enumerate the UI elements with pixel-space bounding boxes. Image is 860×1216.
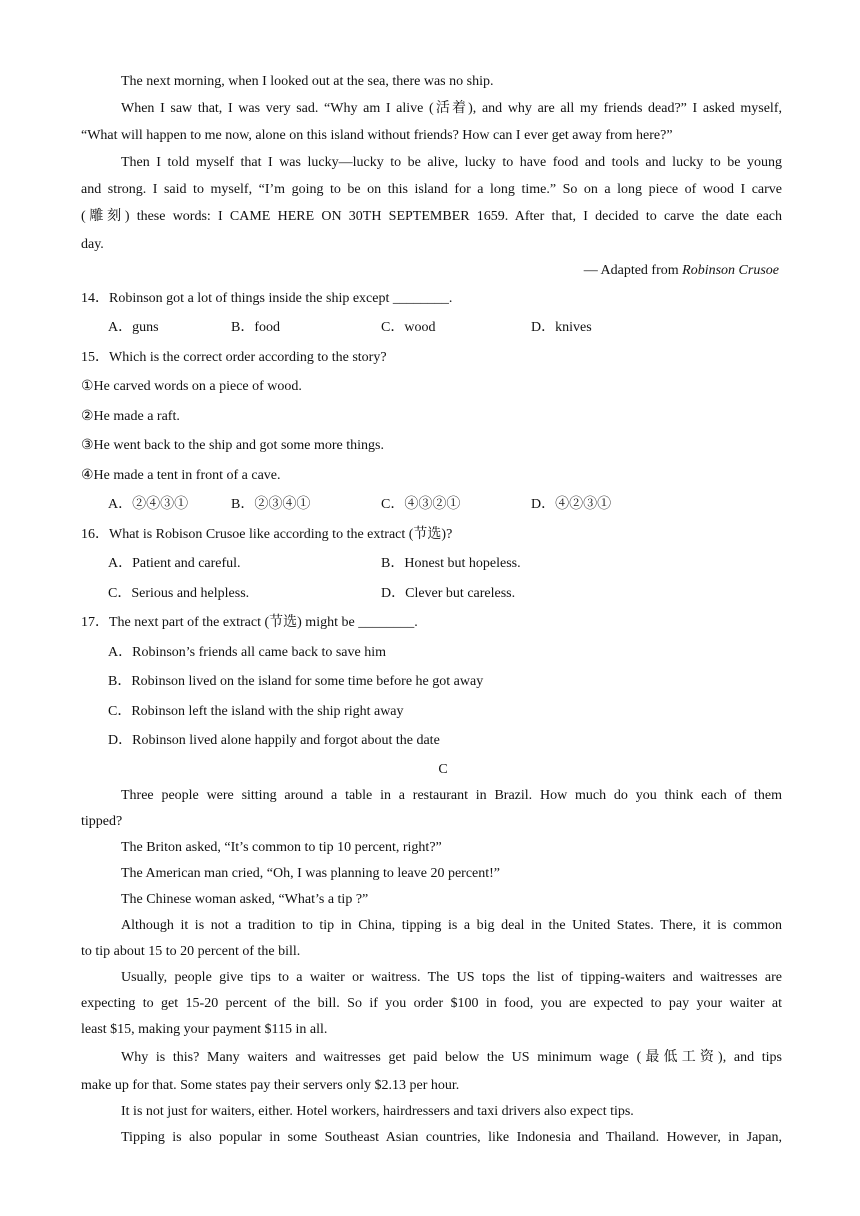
question-16-stem: 16．What is Robison Crusoe like according to the extract (节选)? xyxy=(81,527,453,542)
paragraph-line: make up for that. Some states pay their servers only $2.13 per hour. xyxy=(81,1078,460,1093)
source-attribution xyxy=(584,262,779,280)
q16-option-a: A．Patient and careful. xyxy=(108,556,241,571)
source-prefix: — Adapted from xyxy=(583,263,683,278)
paragraph-line: to tip about 15 to 20 percent of the bill. xyxy=(81,944,301,959)
q15-statement-3: ③He went back to the ship and got some more things. xyxy=(81,438,384,453)
paragraph-line: Usually, people give tips to a waiter or waitress. The US tops the list of tipping-waiters and waitresses are xyxy=(121,970,782,985)
question-15-stem: 15．Which is the correct order according to the story? xyxy=(81,350,387,365)
q14-option-a: A．guns xyxy=(108,320,159,335)
paragraph-line: and strong. I said to myself, “I’m going to be on this island for a long time.” So on a long piece of wood I carve xyxy=(81,182,782,197)
paragraph-line: expecting to get 15-20 percent of the bill. So if you order $100 in food, you are expected to pay your waiter at xyxy=(81,996,782,1011)
q15-statement-1: ①He carved words on a piece of wood. xyxy=(81,379,302,394)
paragraph-line: “What will happen to me now, alone on this island without friends? How can I ever get away from here?” xyxy=(81,128,673,143)
paragraph-line: The next morning, when I looked out at the sea, there was no ship. xyxy=(121,74,494,89)
question-14-stem: 14．Robinson got a lot of things inside the ship except ________. xyxy=(81,291,453,306)
paragraph-line: When I saw that, I was very sad. “Why am I alive (活着), and why are all my friends dead?” I asked myself, xyxy=(121,101,782,116)
q16-option-c: C．Serious and helpless. xyxy=(108,586,250,601)
q15-statement-2: ②He made a raft. xyxy=(81,409,180,424)
q16-option-b: B．Honest but hopeless. xyxy=(381,556,521,571)
paragraph-line: The Briton asked, “It’s common to tip 10 percent, right?” xyxy=(121,840,442,855)
q15-option-b: B．②③④① xyxy=(231,497,311,512)
q14-option-b: B．food xyxy=(231,320,280,335)
paragraph-line: Then I told myself that I was lucky—lucky to be alive, lucky to have food and tools and lucky to be young xyxy=(121,155,782,170)
paragraph-line: tipped? xyxy=(81,814,123,829)
q17-option-a: A．Robinson’s friends all came back to save him xyxy=(108,645,386,660)
q15-statement-4: ④He made a tent in front of a cave. xyxy=(81,468,281,483)
q15-option-c: C．④③②① xyxy=(381,497,461,512)
q15-option-d: D．④②③① xyxy=(531,497,612,512)
paragraph-line: The American man cried, “Oh, I was planning to leave 20 percent!” xyxy=(121,866,501,881)
paragraph-line: Three people were sitting around a table in a restaurant in Brazil. How much do you think each of them xyxy=(121,788,782,803)
source-title: Robinson Crusoe xyxy=(682,263,779,278)
question-17-stem: 17．The next part of the extract (节选) might be ________. xyxy=(81,615,418,630)
paragraph-line: day. xyxy=(81,237,104,252)
q17-option-d: D．Robinson lived alone happily and forgot about the date xyxy=(108,733,440,748)
q17-option-c: C．Robinson left the island with the ship right away xyxy=(108,704,404,719)
q16-option-d: D．Clever but careless. xyxy=(381,586,516,601)
q14-option-d: D．knives xyxy=(531,320,592,335)
q14-option-c: C．wood xyxy=(381,320,436,335)
paragraph-line: The Chinese woman asked, “What’s a tip ?” xyxy=(121,892,369,907)
paragraph-line: least $15, making your payment $115 in all. xyxy=(81,1022,328,1037)
section-heading: C xyxy=(438,762,448,777)
q17-option-b: B．Robinson lived on the island for some time before he got away xyxy=(108,674,484,689)
paragraph-line: It is not just for waiters, either. Hotel workers, hairdressers and taxi drivers also expect tips. xyxy=(121,1104,634,1119)
paragraph-line: Tipping is also popular in some Southeast Asian countries, like Indonesia and Thailand. However, in Japan, xyxy=(121,1130,782,1145)
paragraph-line: (雕刻) these words: I CAME HERE ON 30TH SEPTEMBER 1659. After that, I decided to carve the date each xyxy=(81,209,782,224)
q15-option-a: A．②④③① xyxy=(108,497,189,512)
paragraph-line: Why is this? Many waiters and waitresses get paid below the US minimum wage (最低工资), and tips xyxy=(121,1050,782,1065)
paragraph-line: Although it is not a tradition to tip in China, tipping is a big deal in the United States. There, it is common xyxy=(121,918,782,933)
